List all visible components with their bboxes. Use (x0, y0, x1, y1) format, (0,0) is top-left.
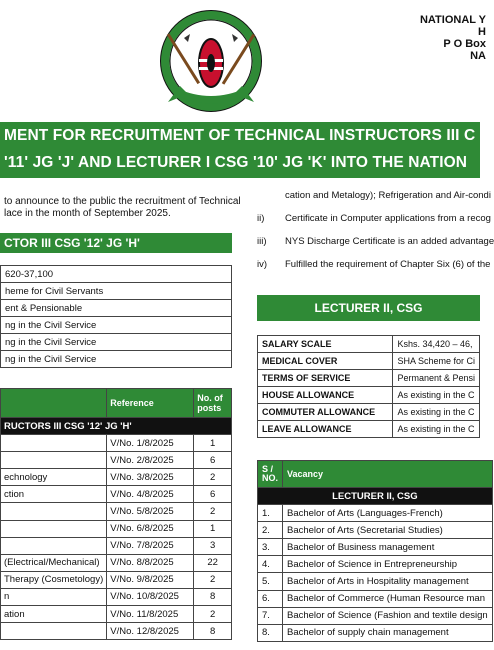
lecturer-heading: LECTURER II, CSG (257, 295, 480, 321)
table-row (258, 573, 493, 590)
term-value-cell: Kshs. 34,420 – 46, (393, 336, 480, 353)
requirements-list (257, 190, 494, 282)
reference-cell: V/No. 12/8/2025 (107, 623, 194, 640)
table-row (1, 317, 232, 334)
posts-cell: 1 (194, 435, 232, 452)
instructor-vacancy-table (0, 388, 232, 640)
sno-cell: 2. (258, 522, 283, 539)
instructor-terms-table (0, 265, 232, 368)
table-row (1, 623, 232, 640)
term-key-cell: COMMUTER ALLOWANCE (258, 404, 393, 421)
table-subheader-row (1, 418, 232, 435)
header-line: P O Box (443, 38, 486, 50)
instructor-heading: CTOR III CSG '12' JG 'H' (0, 233, 232, 253)
table-row (1, 283, 232, 300)
vacancy-name-cell: Therapy (Cosmetology) (1, 571, 107, 588)
term-key-cell: MEDICAL COVER (258, 353, 393, 370)
reference-cell: V/No. 5/8/2025 (107, 503, 194, 520)
reference-cell: V/No. 10/8/2025 (107, 588, 194, 605)
vacancy-name-cell (1, 503, 107, 520)
sno-cell: 6. (258, 590, 283, 607)
table-row (258, 336, 480, 353)
table-row (1, 469, 232, 486)
table-row (1, 520, 232, 537)
posts-cell: 6 (194, 452, 232, 469)
table-cell: heme for Civil Servants (1, 283, 232, 300)
term-value-cell: Permanent & Pensi (393, 370, 480, 387)
intro-paragraph (4, 196, 241, 220)
reference-cell: V/No. 1/8/2025 (107, 435, 194, 452)
intro-line: to announce to the public the recruitment of Technical (4, 196, 241, 207)
table-row (1, 503, 232, 520)
requirement-text: cation and Metalogy); Refrigeration and Air-condi (285, 190, 491, 201)
table-row (1, 334, 232, 351)
reference-cell: V/No. 3/8/2025 (107, 469, 194, 486)
term-key-cell: HOUSE ALLOWANCE (258, 387, 393, 404)
requirement-item (257, 190, 491, 202)
reference-cell: V/No. 9/8/2025 (107, 571, 194, 588)
vacancy-name-cell: echnology (1, 469, 107, 486)
table-header-row (258, 461, 493, 488)
header-address (419, 14, 486, 62)
requirement-item (257, 213, 491, 225)
posts-cell: 2 (194, 571, 232, 588)
requirement-num: iv) (257, 259, 268, 270)
table-row (1, 588, 232, 605)
vacancy-col-header: Vacancy (283, 461, 493, 488)
posts-cell: 2 (194, 469, 232, 486)
table-row (258, 624, 493, 641)
term-value-cell: As existing in the C (393, 421, 480, 438)
lecturer-terms-table (257, 335, 480, 438)
sno-cell: 8. (258, 624, 283, 641)
reference-cell: V/No. 6/8/2025 (107, 520, 194, 537)
requirement-text: Certificate in Computer applications from a recog (285, 213, 491, 224)
intro-line: lace in the month of September 2025. (4, 208, 171, 219)
advert-title-line-2: '11' JG 'J' AND LECTURER I CSG '10' JG 'K' INTO THE NATION (4, 154, 468, 171)
subheader-cell: RUCTORS III CSG '12' JG 'H' (1, 418, 232, 435)
table-row (1, 486, 232, 503)
table-row (1, 537, 232, 554)
table-row (258, 404, 480, 421)
vacancy-col-header (1, 389, 107, 418)
requirement-text: Fulfilled the requirement of Chapter Six (6) of the (285, 259, 491, 270)
table-header-row (1, 389, 232, 418)
nys-crest-logo (158, 8, 264, 114)
term-value-cell: As existing in the C (393, 404, 480, 421)
posts-cell: 8 (194, 588, 232, 605)
table-row (258, 387, 480, 404)
table-row (258, 522, 493, 539)
header-line: NATIONAL Y (419, 14, 486, 26)
advert-title-line-1: MENT FOR RECRUITMENT OF TECHNICAL INSTRUCTORS III C (4, 127, 476, 144)
table-subheader-row (258, 488, 493, 505)
posts-cell: 1 (194, 520, 232, 537)
table-cell: ng in the Civil Service (1, 334, 232, 351)
vacancy-name-cell (1, 537, 107, 554)
table-row (258, 353, 480, 370)
table-row (258, 556, 493, 573)
header-line: H (478, 26, 486, 38)
table-row (1, 300, 232, 317)
table-row (258, 607, 493, 624)
table-row (258, 421, 480, 438)
sno-col-header: S / NO. (258, 461, 283, 488)
posts-cell: 6 (194, 486, 232, 503)
advert-title-band (0, 122, 480, 178)
vacancy-name-cell: (Electrical/Mechanical) (1, 554, 107, 571)
table-row (258, 590, 493, 607)
table-row (1, 266, 232, 283)
sno-cell: 5. (258, 573, 283, 590)
reference-cell: V/No. 4/8/2025 (107, 486, 194, 503)
term-key-cell: LEAVE ALLOWANCE (258, 421, 393, 438)
vacancy-name-cell: Bachelor of Arts (Secretarial Studies) (283, 522, 493, 539)
vacancy-name-cell: n (1, 588, 107, 605)
requirement-num: ii) (257, 213, 265, 224)
sno-cell: 4. (258, 556, 283, 573)
term-key-cell: TERMS OF SERVICE (258, 370, 393, 387)
vacancy-name-cell: Bachelor of Business management (283, 539, 493, 556)
vacancy-name-cell (1, 452, 107, 469)
table-cell: 620-37,100 (1, 266, 232, 283)
posts-cell: 2 (194, 503, 232, 520)
vacancy-name-cell: ation (1, 606, 107, 623)
vacancy-name-cell (1, 520, 107, 537)
table-row (258, 370, 480, 387)
vacancy-name-cell: Bachelor of supply chain management (283, 624, 493, 641)
posts-cell: 8 (194, 623, 232, 640)
reference-cell: V/No. 11/8/2025 (107, 606, 194, 623)
posts-cell: 3 (194, 537, 232, 554)
table-row (258, 505, 493, 522)
sno-cell: 7. (258, 607, 283, 624)
table-row (1, 571, 232, 588)
table-row (1, 452, 232, 469)
vacancy-name-cell: Bachelor of Arts in Hospitality management (283, 573, 493, 590)
subheader-cell: LECTURER II, CSG (258, 488, 493, 505)
lecturer-vacancy-table (257, 460, 493, 642)
table-row (1, 554, 232, 571)
table-cell: ent & Pensionable (1, 300, 232, 317)
term-value-cell: As existing in the C (393, 387, 480, 404)
vacancy-name-cell: ction (1, 486, 107, 503)
vacancy-name-cell: Bachelor of Science (Fashion and textile design (283, 607, 493, 624)
table-cell: ng in the Civil Service (1, 317, 232, 334)
table-row (1, 351, 232, 368)
vacancy-name-cell: Bachelor of Arts (Languages-French) (283, 505, 493, 522)
vacancy-name-cell: Bachelor of Science in Entrepreneurship (283, 556, 493, 573)
reference-cell: V/No. 7/8/2025 (107, 537, 194, 554)
vacancy-name-cell (1, 623, 107, 640)
sno-cell: 3. (258, 539, 283, 556)
table-row (1, 606, 232, 623)
term-key-cell: SALARY SCALE (258, 336, 393, 353)
posts-cell: 2 (194, 606, 232, 623)
sno-cell: 1. (258, 505, 283, 522)
vacancy-name-cell: Bachelor of Commerce (Human Resource man (283, 590, 493, 607)
reference-col-header: Reference (107, 389, 194, 418)
table-row (1, 435, 232, 452)
requirement-num: iii) (257, 236, 267, 247)
requirement-item (257, 236, 494, 248)
reference-cell: V/No. 8/8/2025 (107, 554, 194, 571)
reference-cell: V/No. 2/8/2025 (107, 452, 194, 469)
table-cell: ng in the Civil Service (1, 351, 232, 368)
requirement-item (257, 259, 491, 271)
requirement-text: NYS Discharge Certificate is an added advantage (285, 236, 494, 247)
posts-cell: 22 (194, 554, 232, 571)
posts-col-header: No. of posts (194, 389, 232, 418)
header-line: NA (470, 50, 486, 62)
table-row (258, 539, 493, 556)
vacancy-name-cell (1, 435, 107, 452)
term-value-cell: SHA Scheme for Ci (393, 353, 480, 370)
